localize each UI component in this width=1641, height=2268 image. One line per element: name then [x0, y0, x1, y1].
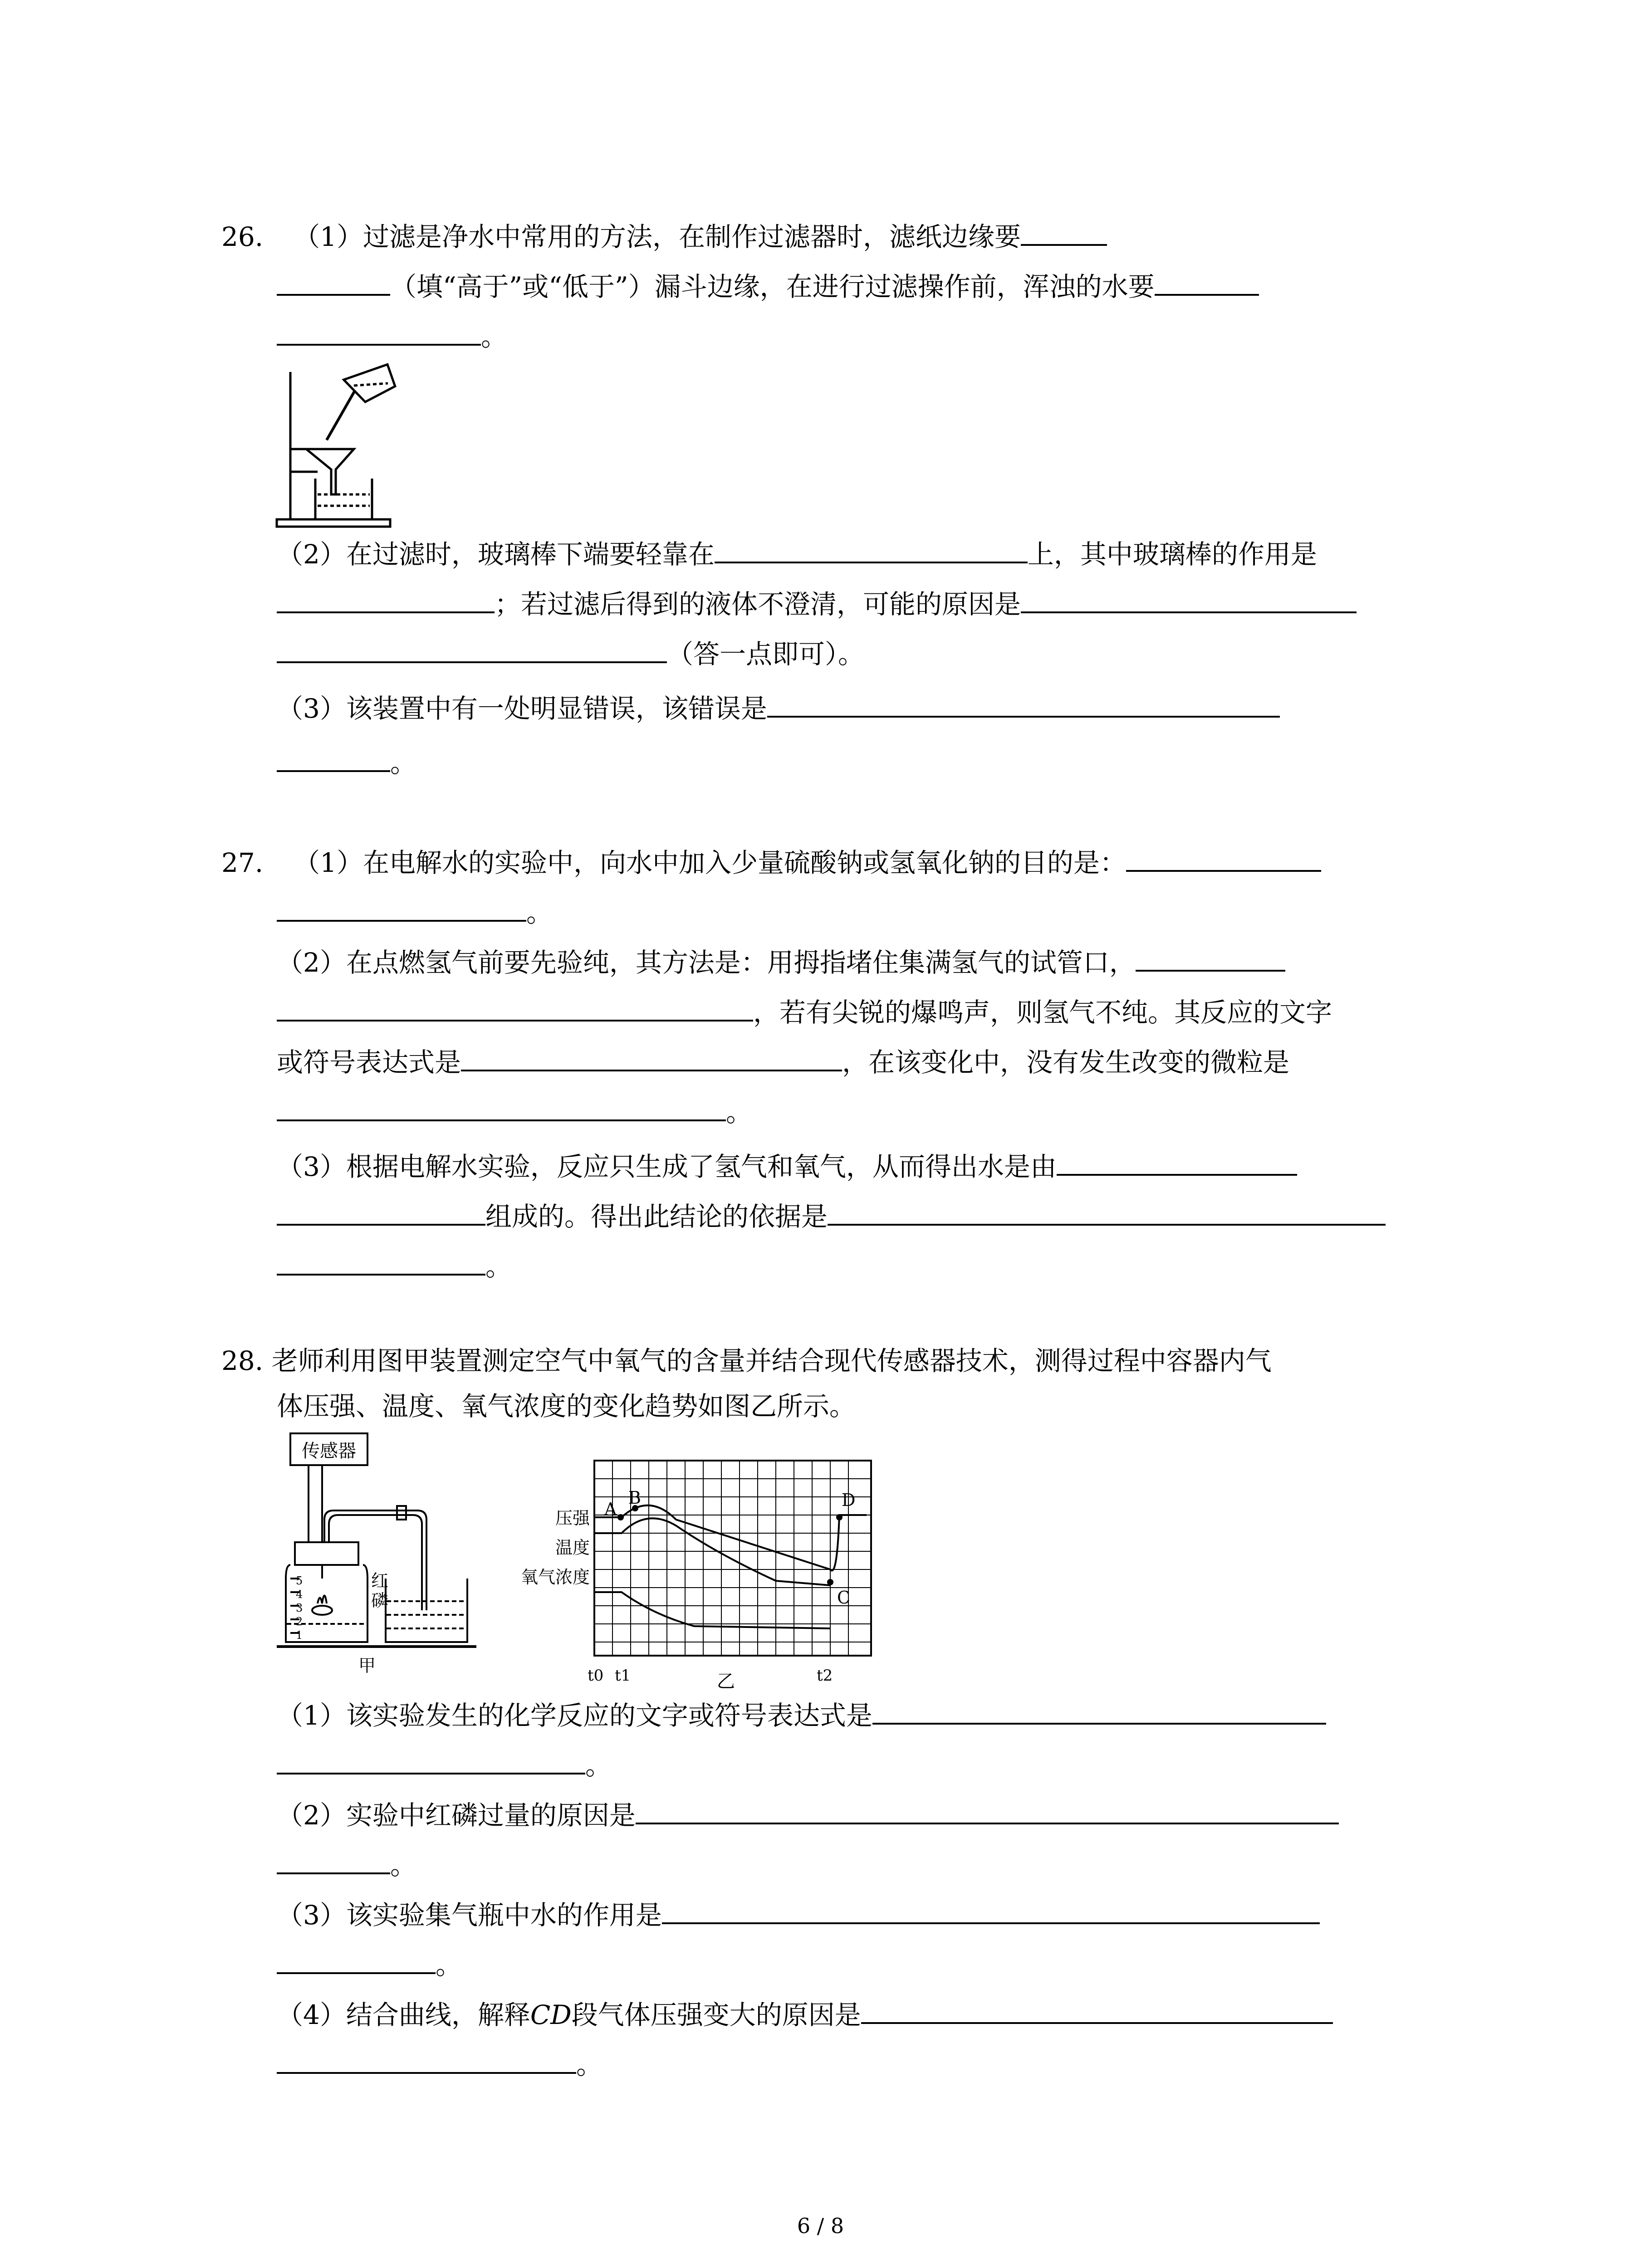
point-d: D	[842, 1490, 856, 1510]
q27-blank-1[interactable]	[1126, 844, 1321, 872]
tick-t2: t2	[817, 1667, 833, 1685]
q28-blank-1b[interactable]	[277, 1746, 585, 1774]
q28-line-10	[277, 2046, 603, 2083]
q26-blank-2b[interactable]	[277, 318, 481, 346]
q26-p1-text-c: 。	[481, 321, 508, 352]
q27-line-4	[277, 993, 1332, 1031]
q27-blank-6b[interactable]	[277, 1247, 485, 1276]
q28-blank-4b[interactable]	[277, 2046, 576, 2074]
tick-t0: t0	[588, 1667, 604, 1685]
q28-intro-text-b: 体压强、温度、氧气浓度的变化趋势如图乙所示。	[277, 1391, 856, 1422]
q27-p2-text-d: ，在该变化中，没有发生改变的微粒是	[842, 1047, 1290, 1078]
q26-number: 26.	[221, 221, 264, 252]
q28-line-1	[221, 1343, 1272, 1379]
q27-blank-3[interactable]	[461, 1043, 842, 1071]
q26-line-5	[277, 585, 1357, 622]
q28-number: 28.	[221, 1345, 264, 1376]
q27-blank-5[interactable]	[1057, 1148, 1297, 1176]
q28-blank-2[interactable]	[636, 1796, 1339, 1824]
sensor-label: 传感器	[302, 1441, 356, 1461]
q28-line-5	[277, 1796, 1339, 1833]
q28-line-3	[277, 1696, 1326, 1734]
q28-blank-1[interactable]	[872, 1696, 1326, 1725]
q27-blank-5b[interactable]	[277, 1198, 485, 1226]
q28-p1-text-a: （1）该实验发生的化学反应的文字或符号表达式是	[277, 1700, 872, 1731]
q28-p2-text-b: 。	[390, 1850, 417, 1881]
q28-p3-text-a: （3）该实验集气瓶中水的作用是	[277, 1900, 662, 1931]
label-temperature: 温度	[555, 1538, 590, 1558]
q28-p4-cd: CD	[530, 1999, 572, 2030]
q27-blank-4[interactable]	[277, 1093, 726, 1121]
q26-blank-5b[interactable]	[277, 635, 667, 663]
q28-blank-4[interactable]	[861, 1996, 1333, 2024]
q27-blank-6[interactable]	[828, 1198, 1386, 1226]
q28-blank-2b[interactable]	[277, 1846, 390, 1874]
scale-3: 3	[296, 1602, 303, 1614]
page-number: 6 / 8	[797, 2214, 844, 2238]
q28-p2-text-a: （2）实验中红磷过量的原因是	[277, 1800, 636, 1831]
figure-jia-apparatus	[277, 1429, 540, 1683]
label-pressure: 压强	[555, 1508, 590, 1528]
q27-line-2	[277, 894, 553, 931]
q27-p1-text-a: （1）在电解水的实验中，向水中加入少量硫酸钠或氢氧化钠的目的是：	[294, 847, 1127, 878]
q27-blank-2[interactable]	[1136, 943, 1285, 972]
q26-blank-6b[interactable]	[277, 744, 390, 772]
q27-p2-text-c: 或符号表达式是	[277, 1047, 461, 1078]
q27-p3-text-b: 组成的。得出此结论的依据是	[485, 1201, 828, 1232]
q27-p2-text-e: 。	[726, 1097, 753, 1128]
q26-p2-text-b: 上，其中玻璃棒的作用是	[1027, 539, 1317, 570]
q27-blank-2b[interactable]	[277, 993, 753, 1022]
q27-line-6	[277, 1093, 752, 1130]
q26-line-7	[277, 689, 1280, 727]
q26-p2-text-d: （答一点即可）。	[667, 639, 865, 670]
q26-line-1	[221, 218, 1107, 255]
scale-1: 1	[296, 1629, 303, 1642]
q26-blank-6[interactable]	[767, 689, 1280, 718]
label-oxygen: 氧气浓度	[520, 1567, 590, 1587]
q26-blank-3[interactable]	[715, 535, 1028, 563]
q28-line-2	[277, 1388, 856, 1424]
q27-p3-text-a: （3）根据电解水实验，反应只生成了氢气和氧气，从而得出水是由	[277, 1151, 1057, 1182]
q26-line-4	[277, 535, 1317, 572]
q28-line-8	[277, 1946, 462, 1983]
q27-blank-1b[interactable]	[277, 894, 526, 922]
q26-p1-text-b: （填“高于”或“低于”）漏斗边缘，在进行过滤操作前，浑浊的水要	[390, 271, 1155, 302]
scale-4: 4	[296, 1588, 303, 1601]
point-c-marker	[827, 1579, 833, 1585]
q28-blank-3[interactable]	[662, 1896, 1320, 1924]
phosphorus-label-1: 红	[371, 1571, 389, 1591]
phosphorus-label-2: 磷	[371, 1591, 389, 1611]
point-c: C	[837, 1588, 851, 1608]
q26-line-8	[277, 744, 416, 781]
figure-jia-caption: 甲	[358, 1656, 376, 1676]
q28-intro-text-a: 老师利用图甲装置测定空气中氧气的含量并结合现代传感器技术，测得过程中容器内气	[271, 1345, 1272, 1376]
temperature-curve	[594, 1518, 830, 1585]
point-a-marker	[617, 1514, 624, 1520]
q27-number: 27.	[221, 847, 264, 878]
q28-line-6	[277, 1846, 416, 1883]
q26-blank-5[interactable]	[1021, 585, 1357, 613]
q27-line-9	[277, 1247, 512, 1285]
q27-line-5	[277, 1043, 1289, 1080]
figure-yi-sensor-curves	[504, 1452, 894, 1692]
curves	[594, 1505, 867, 1628]
q26-blank-2[interactable]	[1155, 268, 1259, 296]
q26-blank-4[interactable]	[277, 585, 495, 613]
q27-line-3	[277, 943, 1285, 981]
q27-line-1	[221, 844, 1321, 881]
q28-line-7	[277, 1896, 1320, 1933]
q28-p3-text-b: 。	[436, 1950, 462, 1980]
q28-line-4	[277, 1746, 612, 1784]
q26-blank-1b[interactable]	[277, 268, 390, 296]
tick-t1: t1	[615, 1667, 631, 1685]
q28-p4-text-b: 段气体压强变大的原因是	[571, 1999, 861, 2030]
point-b: B	[628, 1488, 641, 1508]
q28-blank-3b[interactable]	[277, 1946, 436, 1974]
q28-p4-text-c: 。	[576, 2049, 603, 2080]
q28-p4-text-a: （4）结合曲线，解释	[277, 1999, 530, 2030]
scale-5: 5	[296, 1574, 303, 1587]
q26-line-6	[277, 635, 864, 672]
q26-line-3	[277, 318, 507, 355]
q26-p2-text-c: ；若过滤后得到的液体不澄清，可能的原因是	[495, 589, 1021, 620]
q26-line-2	[277, 268, 1259, 305]
q26-p3-text-b: 。	[390, 748, 417, 778]
filtration-apparatus-figure	[272, 358, 399, 531]
q27-p3-text-c: 。	[485, 1251, 512, 1282]
q26-p3-text-a: （3）该装置中有一处明显错误，该错误是	[277, 693, 767, 724]
point-a: A	[604, 1499, 617, 1519]
point-d-marker	[836, 1514, 843, 1520]
q27-line-8	[277, 1198, 1386, 1235]
q28-line-9	[277, 1996, 1333, 2033]
q27-p1-text-b: 。	[526, 897, 553, 928]
q26-blank-1[interactable]	[1021, 218, 1107, 246]
q26-p2-text-a: （2）在过滤时，玻璃棒下端要轻靠在	[277, 539, 715, 570]
q27-p2-text-b: ，若有尖锐的爆鸣声，则氢气不纯。其反应的文字	[753, 997, 1332, 1028]
q27-line-7	[277, 1148, 1297, 1185]
oxygen-curve	[594, 1592, 830, 1628]
figure-yi-caption: 乙	[717, 1671, 735, 1692]
q26-p1-text-a: （1）过滤是净水中常用的方法，在制作过滤器时，滤纸边缘要	[294, 221, 1021, 252]
q27-p2-text-a: （2）在点燃氢气前要先验纯，其方法是：用拇指堵住集满氢气的试管口，	[277, 947, 1136, 978]
scale-2: 2	[296, 1615, 303, 1628]
q28-p1-text-b: 。	[585, 1750, 612, 1781]
